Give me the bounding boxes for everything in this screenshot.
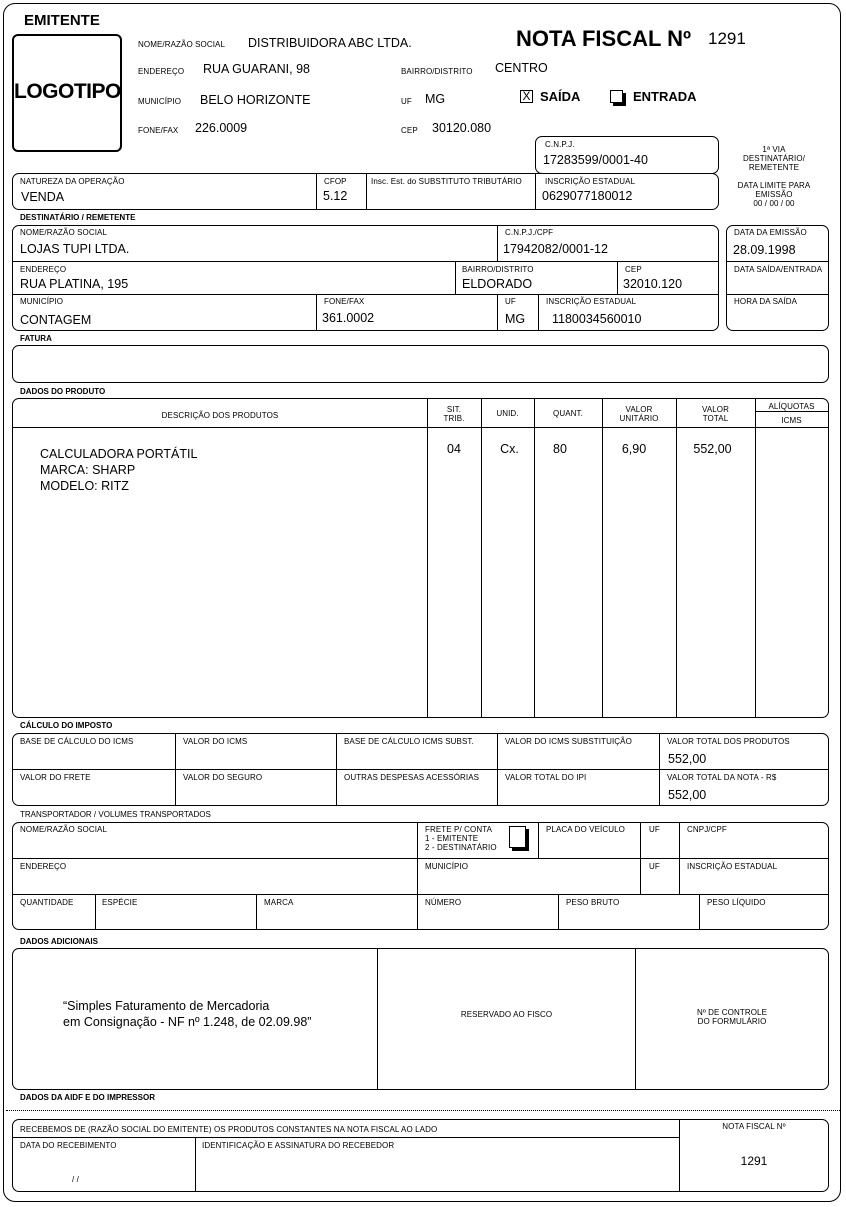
- emitente-municipio: BELO HORIZONTE: [200, 93, 311, 107]
- especie-label: ESPÉCIE: [102, 898, 138, 907]
- nota-fiscal-numero: 1291: [708, 29, 746, 48]
- header-valor-total-1: VALOR: [701, 405, 730, 414]
- transp-vline-6: [256, 895, 257, 929]
- frete-label: VALOR DO FRETE: [20, 773, 91, 782]
- dest-vline-1: [497, 226, 498, 261]
- adicionais-texto-1: “Simples Faturamento de Mercadoria: [63, 999, 270, 1013]
- valor-subst-label: VALOR DO ICMS SUBSTITUIÇÃO: [505, 737, 632, 746]
- saida-checkbox[interactable]: [520, 90, 533, 103]
- transp-hline-2: [13, 894, 828, 895]
- transp-vline-2: [538, 823, 539, 858]
- dest-cep: 32010.120: [623, 277, 683, 291]
- fatura-box: [12, 345, 829, 383]
- transp-hline-1: [13, 858, 828, 859]
- produtos-title: DADOS DO PRODUTO: [20, 387, 106, 396]
- frete-conta-line-3: 2 - DESTINATÁRIO: [425, 843, 497, 852]
- transp-vline-5: [95, 895, 96, 929]
- emitente-title: EMITENTE: [24, 12, 100, 29]
- transp-cnpj-label: CNPJ/CPF: [687, 825, 727, 834]
- cfop-label: CFOP: [324, 177, 347, 186]
- header-valor-unit-2: UNITÁRIO: [619, 414, 659, 423]
- canhoto-vline-2: [195, 1138, 196, 1191]
- header-icms: ICMS: [781, 416, 802, 425]
- transp-uf2-label: UF: [649, 862, 660, 871]
- transp-nome-label: NOME/RAZÃO SOCIAL: [20, 825, 108, 834]
- data-emissao-box: [726, 225, 829, 331]
- item-sit-trib: 04: [447, 442, 461, 456]
- frete-conta-line-2: 1 - EMITENTE: [425, 834, 479, 843]
- emitente-ie: 0629077180012: [542, 189, 633, 203]
- dest-hline-1: [13, 261, 718, 262]
- imposto-vline-2: [336, 734, 337, 805]
- emitente-fone-label: FONE/FAX: [138, 126, 179, 135]
- transp-vline-8: [558, 895, 559, 929]
- peso-bruto-label: PESO BRUTO: [566, 898, 620, 907]
- dest-ie: 1180034560010: [552, 312, 642, 326]
- header-valor-unit-1: VALOR: [625, 405, 653, 414]
- item-descricao-2: MARCA: SHARP: [40, 463, 136, 477]
- frete-conta-checkbox[interactable]: [509, 826, 526, 848]
- emitente-municipio-label: MUNICÍPIO: [138, 97, 182, 106]
- destinatario-title: DESTINATÁRIO / REMETENTE: [20, 213, 136, 222]
- via-line-3: REMETENTE: [748, 163, 800, 172]
- nota-fiscal-title: NOTA FISCAL Nº: [516, 26, 692, 51]
- logo-text: LOGOTIPO: [14, 80, 121, 103]
- seguro-label: VALOR DO SEGURO: [183, 773, 263, 782]
- transp-vline-3: [640, 823, 641, 894]
- adicionais-texto-2: em Consignação - NF nº 1.248, de 02.09.98”: [63, 1015, 312, 1029]
- frete-conta-line-1: FRETE P/ CONTA: [425, 825, 493, 834]
- operacao-divider-2: [366, 174, 367, 209]
- item-valor-unit: 6,90: [621, 442, 647, 456]
- canhoto-nota-numero: 1291: [740, 1154, 768, 1168]
- emitente-cnpj-label: C.N.P.J.: [545, 140, 575, 149]
- emitente-nome: DISTRIBUIDORA ABC LTDA.: [248, 36, 412, 50]
- dest-bairro: ELDORADO: [462, 277, 533, 291]
- item-descricao-1: CALCULADORA PORTÁTIL: [40, 447, 198, 461]
- entrada-label: ENTRADA: [633, 89, 697, 104]
- emitente-endereco: RUA GUARANI, 98: [203, 62, 310, 76]
- transp-vline-9: [699, 895, 700, 929]
- via-line-1: 1ª VIA: [762, 145, 786, 154]
- emitente-bairro-label: BAIRRO/DISTRITO: [401, 67, 473, 76]
- data-recebimento-label: DATA DO RECEBIMENTO: [20, 1141, 117, 1150]
- transportador-box: [12, 822, 829, 930]
- adicionais-vline-1: [377, 949, 378, 1089]
- col-line-vtotal: [755, 399, 756, 717]
- natureza-value: VENDA: [21, 190, 65, 204]
- dest-vline-2: [455, 262, 456, 294]
- item-descricao-3: MODELO: RITZ: [40, 479, 129, 493]
- dest-uf: MG: [505, 312, 526, 326]
- transp-municipio-label: MUNICÍPIO: [425, 862, 469, 871]
- item-valor-total: 552,00: [693, 442, 732, 456]
- emitente-nome-label: NOME/RAZÃO SOCIAL: [138, 40, 226, 49]
- transportador-title: TRANSPORTADOR / VOLUMES TRANSPORTADOS: [20, 810, 211, 819]
- dest-nome-label: NOME/RAZÃO SOCIAL: [20, 228, 108, 237]
- transp-vline-4: [679, 823, 680, 894]
- saida-check-mark: X: [522, 89, 531, 103]
- peso-liquido-label: PESO LÍQUIDO: [707, 898, 766, 907]
- assinatura-label: IDENTIFICAÇÃO E ASSINATURA DO RECEBEDOR: [202, 1141, 395, 1150]
- dest-vline-5: [497, 295, 498, 330]
- hora-saida-label: HORA DA SAÍDA: [734, 297, 798, 306]
- emitente-fone: 226.0009: [195, 121, 248, 135]
- reservado-fisco: RESERVADO AO FISCO: [460, 1010, 553, 1019]
- cut-line: [6, 1110, 840, 1111]
- produtos-header-line: [13, 427, 828, 428]
- total-produtos-value: 552,00: [668, 752, 707, 766]
- data-limite-line-1: DATA LIMITE PARA: [737, 181, 811, 190]
- dest-municipio: CONTAGEM: [20, 313, 92, 327]
- cfop-value: 5.12: [323, 189, 348, 203]
- base-icms-label: BASE DE CÁLCULO DO ICMS: [20, 737, 134, 746]
- dest-hline-2: [13, 294, 718, 295]
- transp-endereco-label: ENDEREÇO: [20, 862, 67, 871]
- data-limite-line-2: EMISSÃO: [755, 190, 793, 199]
- transp-vline-1: [417, 823, 418, 894]
- dest-cnpj-label: C.N.P.J./CPF: [505, 228, 554, 237]
- imposto-hline: [13, 769, 828, 770]
- dest-nome: LOJAS TUPI LTDA.: [20, 242, 130, 256]
- emitente-cep-label: CEP: [401, 126, 418, 135]
- imposto-title: CÁLCULO DO IMPOSTO: [20, 721, 113, 730]
- imposto-vline-4: [659, 734, 660, 805]
- dest-cep-label: CEP: [625, 265, 642, 274]
- imposto-vline-3: [497, 734, 498, 805]
- header-quant: QUANT.: [553, 409, 583, 418]
- header-unid: UNID.: [496, 409, 519, 418]
- dest-vline-6: [538, 295, 539, 330]
- datas-hline-1: [727, 261, 828, 262]
- valor-ipi-label: VALOR TOTAL DO IPI: [505, 773, 587, 782]
- entrada-checkbox[interactable]: [610, 90, 623, 103]
- data-saida-label: DATA SAÍDA/ENTRADA: [734, 265, 823, 274]
- dest-cnpj: 17942082/0001-12: [503, 242, 608, 256]
- logo-box: [12, 34, 122, 152]
- fatura-title: FATURA: [20, 334, 52, 343]
- item-unid: Cx.: [500, 442, 519, 456]
- canhoto-hline: [13, 1137, 679, 1138]
- total-produtos-label: VALOR TOTAL DOS PRODUTOS: [667, 737, 790, 746]
- adicionais-title: DADOS ADICIONAIS: [20, 937, 98, 946]
- dest-vline-3: [617, 262, 618, 294]
- data-recebimento-slashes: / /: [72, 1175, 79, 1184]
- emitente-cnpj: 17283599/0001-40: [543, 153, 648, 167]
- emitente-uf: MG: [425, 92, 446, 106]
- imposto-vline-1: [175, 734, 176, 805]
- via-line-2: DESTINATÁRIO/: [742, 154, 806, 163]
- transp-uf-label: UF: [649, 825, 660, 834]
- recebemos-text: RECEBEMOS DE (RAZÃO SOCIAL DO EMITENTE) OS PRODUTOS CONSTANTES NA NOTA FISCAL AO LADO: [20, 1125, 438, 1134]
- dest-uf-label: UF: [505, 297, 516, 306]
- datas-hline-2: [727, 294, 828, 295]
- quantidade-label: QUANTIDADE: [20, 898, 74, 907]
- dest-endereco: RUA PLATINA, 195: [20, 277, 129, 291]
- item-quant: 80: [553, 442, 567, 456]
- dest-bairro-label: BAIRRO/DISTRITO: [462, 265, 534, 274]
- transp-ie-label: INSCRIÇÃO ESTADUAL: [687, 862, 778, 871]
- total-nota-label: VALOR TOTAL DA NOTA - R$: [667, 773, 777, 782]
- emitente-ie-label: INSCRIÇÃO ESTADUAL: [545, 177, 636, 186]
- natureza-label: NATUREZA DA OPERAÇÃO: [20, 177, 125, 186]
- valor-icms-label: VALOR DO ICMS: [183, 737, 248, 746]
- header-aliquotas: ALÍQUOTAS: [768, 402, 815, 411]
- outras-despesas-label: OUTRAS DESPESAS ACESSÓRIAS: [344, 773, 480, 782]
- dest-ie-label: INSCRIÇÃO ESTADUAL: [546, 297, 637, 306]
- data-limite-value: 00 / 00 / 00: [753, 199, 795, 208]
- saida-label: SAÍDA: [540, 89, 581, 104]
- transp-vline-7: [417, 895, 418, 929]
- header-descricao: DESCRIÇÃO DOS PRODUTOS: [161, 411, 279, 420]
- operacao-divider-1: [316, 174, 317, 209]
- dest-fone-label: FONE/FAX: [324, 297, 365, 306]
- aliquotas-split-line: [756, 411, 828, 412]
- dest-municipio-label: MUNICÍPIO: [20, 297, 64, 306]
- operacao-divider-3: [535, 174, 536, 209]
- header-sit-trib-2: TRIB.: [443, 414, 465, 423]
- emitente-uf-label: UF: [401, 97, 412, 106]
- base-subst-label: BASE DE CÁLCULO ICMS SUBST.: [344, 737, 474, 746]
- controle-formulario-2: DO FORMULÁRIO: [697, 1017, 767, 1026]
- placa-veiculo-label: PLACA DO VEÍCULO: [546, 825, 625, 834]
- emitente-bairro: CENTRO: [495, 61, 548, 75]
- aidf-title: DADOS DA AIDF E DO IMPRESSOR: [20, 1093, 155, 1102]
- canhoto-nota-label: NOTA FISCAL Nº: [722, 1122, 786, 1131]
- dest-fone: 361.0002: [322, 311, 375, 325]
- emitente-endereco-label: ENDEREÇO: [138, 67, 185, 76]
- subst-tributario-label: Insc. Est. do SUBSTITUTO TRIBUTÁRIO: [371, 177, 522, 186]
- emitente-cep: 30120.080: [432, 121, 492, 135]
- header-valor-total-2: TOTAL: [702, 414, 729, 423]
- header-sit-trib-1: SIT.: [446, 405, 462, 414]
- dest-endereco-label: ENDEREÇO: [20, 265, 67, 274]
- controle-formulario-1: Nº DE CONTROLE: [696, 1008, 768, 1017]
- marca-label: MARCA: [264, 898, 294, 907]
- dest-vline-4: [316, 295, 317, 330]
- data-emissao-label: DATA DA EMISSÃO: [734, 228, 807, 237]
- data-emissao-value: 28.09.1998: [733, 243, 796, 257]
- total-nota-value: 552,00: [668, 788, 707, 802]
- numero-label: NÚMERO: [425, 898, 462, 907]
